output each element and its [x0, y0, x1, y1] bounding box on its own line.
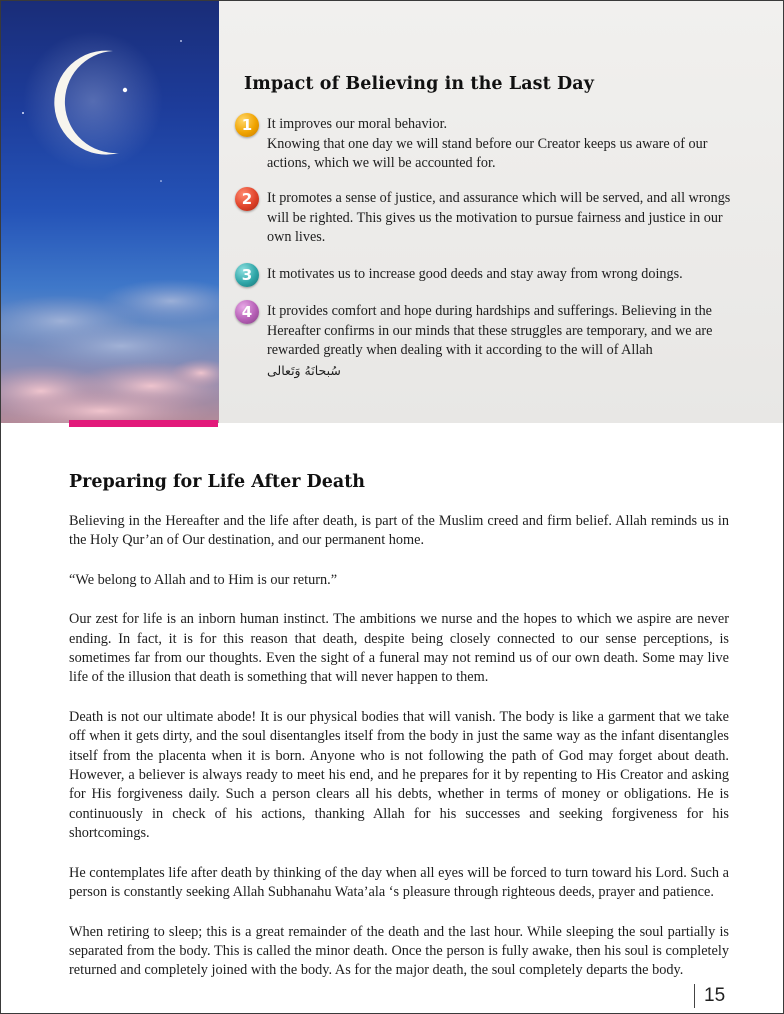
body-text [69, 512, 729, 1001]
paragraph: Our zest for life is an inborn human instinct. The ambitions we nurse and the hopes to which we aspire are never ending. In fact, it is for this reason that death, despite being closely connected to our sense perceptions, is sometimes far from our thoughts. Even the sight of a funeral may not remind us of our own death. Some may live life of the illusion that death is something that will never happen to them. [69, 611, 729, 686]
number-4-icon: 4 [235, 300, 259, 324]
number-1-icon: 1 [235, 113, 259, 137]
crescent-moon-illustration [1, 1, 219, 423]
impact-point-text [267, 302, 737, 381]
impact-panel [1, 1, 783, 423]
paragraph: When retiring to sleep; this is a great remainder of the death and the last hour. While sleeping the soul partially is separated from the body. This is called the minor death. Once the person is fully awake, then his soul is completely returned and completely joined with the body. As for the major death, the soul completely departs the body. [69, 923, 729, 979]
point-line: It motivates us to increase good deeds and stay away from wrong doings. [267, 266, 683, 282]
point-line: It improves our moral behavior. [267, 116, 448, 132]
point-line: Knowing that one day we will stand before our Creator keeps us aware of our actions, which we will be accounted for. [267, 135, 708, 172]
paragraph: Believing in the Hereafter and the life after death, is part of the Muslim creed and firm belief. Allah reminds us in the Holy Qur’an of Our destination, and our permanent home. [69, 513, 729, 549]
impact-point-text [267, 115, 737, 174]
accent-bar [69, 420, 218, 427]
impact-title: Impact of Believing in the Last Day [244, 74, 594, 94]
arabic-honorific: سُبحانَهُ وَتَعالى [267, 362, 341, 378]
page-number: 15 [694, 984, 725, 1008]
section-title: Preparing for Life After Death [69, 472, 366, 492]
night-sky-image [1, 1, 219, 423]
star-icon [123, 88, 127, 92]
paragraph: He contemplates life after death by thinking of the day when all eyes will be forced to turn toward his Lord. Such a person is constantly seeking Allah Subhanahu Wata’ala ‘s pleasure through righteous deeds, prayer and patience. [69, 864, 729, 901]
impact-point-text [267, 265, 737, 285]
number-2-icon: 2 [235, 187, 259, 211]
paragraph: Death is not our ultimate abode! It is our physical bodies that will vanish. The body is like a garment that we take off when it gets dirty, and the soul disentangles itself from the body in just the same way as the infant disentangles itself from the placenta when it is born. Anyone who is not following the path of God may forget about death. However, a believer is always ready to meet his end, and he prepares for it by repenting to His Creator and asking for His forgiveness daily. Such a person clears all his debts, whether in terms of money or obligations. He is continuously in check of his actions, thanking Allah for his successes and seeking forgiveness for his shortcomings. [69, 708, 729, 842]
point-line: It provides comfort and hope during hardships and sufferings. Believing in the Hereafter confirms in our minds that these struggles are temporary, and we are rewarded greatly when dealing with it according to the will of Allah [267, 303, 713, 359]
number-3-icon: 3 [235, 263, 259, 287]
quote-paragraph: “We belong to Allah and to Him is our return.” [69, 571, 338, 588]
impact-point-text [267, 189, 737, 248]
point-line: It promotes a sense of justice, and assurance which will be served, and all wrongs will be righted. This gives us the motivation to pursue fairness and justice in our own lives. [267, 190, 731, 246]
